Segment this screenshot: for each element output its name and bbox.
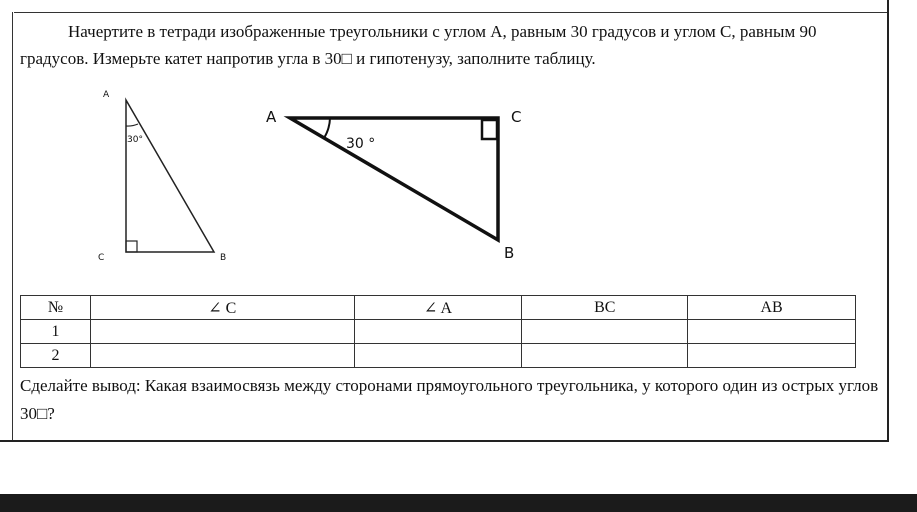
task-instruction: Начертите в тетради изображенные треугольники с углом А, равным 30 градусов и углом С, равным 90 градусов. Измерьте катет напротив угла в 30□ и гипотенузу, заполните таблицу. (20, 22, 817, 68)
cell-bc (522, 344, 688, 368)
conclusion-question: Сделайте вывод: Какая взаимосвязь между сторонами прямоугольного треугольника, у которого один из острых углов 30□? (20, 376, 879, 423)
left-rule (12, 12, 13, 440)
vertex-label-c-2: C (511, 108, 522, 126)
triangle-figure-1 (90, 82, 250, 267)
right-angle-mark-1 (126, 241, 137, 252)
triangle-2-shape (290, 118, 498, 240)
triangle-figure-2 (258, 100, 538, 270)
header-angle-c: ∠ C (90, 296, 354, 320)
header-ab: AB (688, 296, 856, 320)
angle-arc-2 (324, 118, 330, 138)
header-number: № (21, 296, 91, 320)
cell-ab (688, 320, 856, 344)
vertex-label-a-1: A (103, 90, 110, 100)
angle-arc-1 (126, 124, 138, 126)
table-header-row (21, 296, 856, 320)
bottom-dark-bar (0, 494, 917, 512)
row-number: 2 (21, 344, 91, 368)
header-angle-a: ∠ A (354, 296, 522, 320)
cell-angle-c (90, 344, 354, 368)
table-row (21, 320, 856, 344)
vertex-label-c-1: C (98, 253, 105, 263)
cell-ab (688, 344, 856, 368)
vertex-label-b-1: B (220, 253, 227, 263)
angle-label-2: 30 ° (346, 136, 376, 152)
top-rule (14, 12, 887, 13)
table-row (21, 344, 856, 368)
angle-label-1: 30° (127, 135, 143, 145)
cell-angle-a (354, 344, 522, 368)
cell-bc (522, 320, 688, 344)
right-angle-mark-2 (482, 120, 497, 139)
measurement-table (20, 295, 856, 368)
vertex-label-a-2: A (266, 108, 277, 126)
cell-angle-c (90, 320, 354, 344)
triangle-1-shape (126, 100, 214, 252)
header-bc: BC (522, 296, 688, 320)
vertex-label-b-2: B (504, 244, 515, 262)
cell-angle-a (354, 320, 522, 344)
row-number: 1 (21, 320, 91, 344)
